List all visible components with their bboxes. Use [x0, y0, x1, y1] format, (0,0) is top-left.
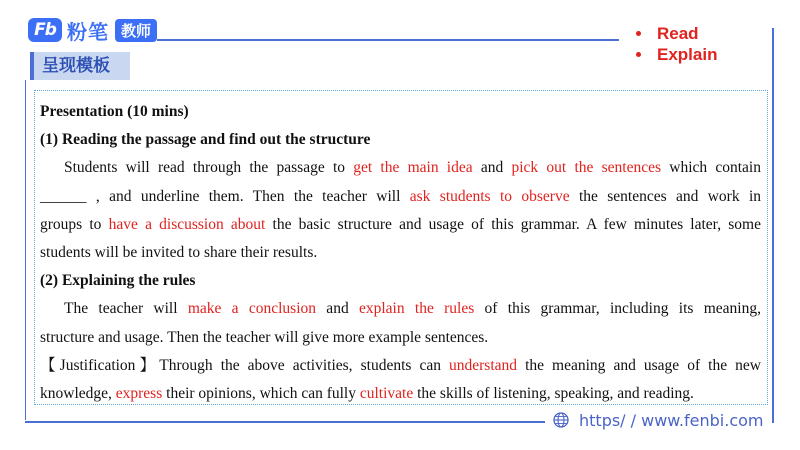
text-segment: the skills of listening, speaking, and reading.	[413, 385, 694, 403]
bullet-item	[632, 44, 717, 65]
text-segment: which contain	[661, 159, 761, 177]
subheading-reading: (1) Reading the passage and find out the structure	[40, 131, 371, 149]
section-tab: 呈现模板	[30, 52, 130, 80]
paragraph-line	[40, 295, 761, 323]
text-segment: groups to	[40, 215, 109, 233]
bullet-item	[632, 23, 717, 44]
text-segment: The teacher will	[64, 300, 188, 318]
logo-mark: Fb	[28, 18, 62, 42]
logo-badge: 教师	[115, 19, 157, 42]
text-segment: of this grammar, including its meaning,	[474, 300, 761, 318]
bullet-label-read: Read	[657, 24, 699, 43]
text-segment: the basic structure and usage of this grammar. A few minutes later, some	[265, 215, 761, 233]
highlight-text: express	[115, 385, 163, 403]
justification-line	[40, 352, 761, 380]
justification-line	[40, 380, 761, 408]
highlight-text: make a conclusion	[187, 300, 317, 318]
subheading-explaining: (2) Explaining the rules	[40, 272, 196, 290]
text-segment: ______ , and underline them. Then the teacher will	[40, 187, 410, 205]
text-segment: the meaning and usage of the new	[517, 356, 761, 374]
right-border-line	[772, 28, 774, 423]
text-segment: knowledge,	[40, 385, 116, 403]
fenbi-logo	[28, 16, 157, 44]
logo-text: 粉笔	[67, 19, 109, 44]
highlight-text: cultivate	[359, 385, 414, 403]
text-segment: and	[316, 300, 359, 318]
highlight-text: explain the rules	[358, 300, 475, 318]
paragraph-line: structure and usage. Then the teacher will give more example sentences.	[40, 328, 489, 346]
website-url[interactable]: https∕ / www.fenbi.com	[579, 410, 764, 430]
paragraph-line	[40, 154, 761, 182]
paragraph-line: students will be invited to share their results.	[40, 244, 318, 262]
text-segment: the sentences and work in	[569, 187, 761, 205]
globe-icon	[553, 412, 569, 428]
highlight-text: understand	[449, 356, 518, 374]
highlight-text: ask students to observe	[409, 187, 570, 205]
footer-divider	[25, 421, 545, 423]
highlight-text: get the main idea	[353, 159, 473, 177]
left-border-line	[25, 80, 26, 420]
highlight-text: pick out the sentences	[511, 159, 662, 177]
bullet-dot-icon	[636, 31, 641, 36]
lesson-content-box	[34, 90, 768, 405]
header-divider	[157, 39, 619, 41]
text-segment: and	[472, 159, 512, 177]
text-segment: 【Justification】Through the above activities, students can	[40, 356, 450, 374]
bullet-label-explain: Explain	[657, 45, 718, 64]
text-segment: their opinions, which can fully	[162, 385, 360, 403]
highlight-text: have a discussion about	[108, 215, 266, 233]
text-segment: Students will read through the passage to	[64, 159, 354, 177]
website-footer	[553, 409, 763, 431]
content-heading: Presentation (10 mins)	[40, 103, 189, 120]
bullet-dot-icon	[636, 52, 641, 57]
paragraph-line	[40, 211, 761, 239]
paragraph-line	[40, 183, 761, 211]
keyword-bullets	[632, 23, 717, 65]
